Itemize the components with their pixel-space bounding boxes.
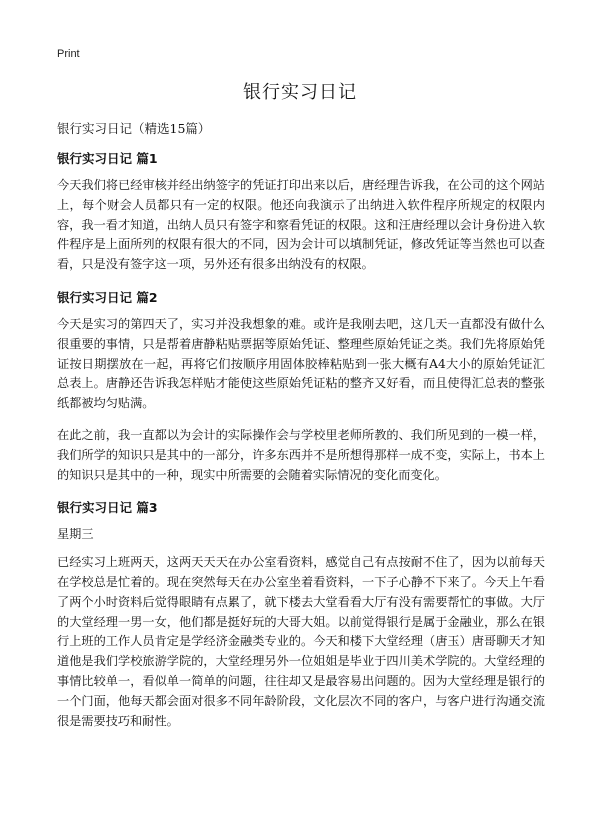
section-3 bbox=[57, 497, 545, 731]
paragraph: 今天是实习的第四天了，实习并没我想象的难。或许是我刚去吧，这几天一直都没有做什么很重要的事情，只是帮着唐静粘贴票据等原始凭证、整理些原始凭证之类。我们先将原始凭证按日期摆放在一起，再将它们按顺序用固体胶棒粘贴到一张大概有A4大小的原始凭证汇总表上。唐静还告诉我怎样贴才能使这些原始凭证粘的整齐又好看，而且使得汇总表的整张纸都被均匀贴满。 bbox=[57, 316, 545, 411]
article-body bbox=[57, 118, 545, 743]
print-link[interactable]: Print bbox=[57, 48, 80, 60]
paragraph-date: 星期三 bbox=[57, 527, 94, 542]
section-heading: 银行实习日记 篇2 bbox=[57, 289, 158, 305]
paragraph: 今天我们将已经审核并经出纳签字的凭证打印出来以后，唐经理告诉我，在公司的这个网站上，每个财会人员都只有一定的权限。他还向我演示了出纳进入软件程序所规定的权限内容，我一看才知道，出纳人员只有签字和察看凭证的权限。这和汪唐经理以会计身份进入软件程序是上面所列的权限有很大的不同，因为会计可以填制凭证，修改凭证等当然也可以查看，只是没有签字这一项，另外还有很多出纳没有的权限。 bbox=[57, 178, 545, 272]
section-heading: 银行实习日记 篇1 bbox=[57, 151, 158, 166]
section-1 bbox=[57, 148, 545, 275]
section-heading: 银行实习日记 篇3 bbox=[57, 500, 158, 516]
article-subtitle: 银行实习日记（精选15篇） bbox=[57, 121, 211, 136]
page-title: 银行实习日记 bbox=[243, 82, 357, 103]
section-2 bbox=[57, 287, 545, 485]
paragraph: 在此之前，我一直都以为会计的实际操作会与学校里老师所教的、我们所见到的一模一样，我们所学的知识只是其中的一部分，许多东西并不是所想得那样一成不变，实际上，书本上的知识只是其中的一种，现实中所需要的会随着实际情况的变化而变化。 bbox=[57, 427, 545, 482]
paragraph: 已经实习上班两天，这两天天天在办公室看资料，感觉自己有点按耐不住了，因为以前每天在学校总是忙着的。现在突然每天在办公室坐着看资料，一下子心静不下来了。今天上午看了两个小时资料后觉得眼睛有点累了，就下楼去大堂看看大厅有没有需要帮忙的事做。大厅的大堂经理一男一女，他们都是挺好玩的大哥大姐。以前觉得银行是属于金融业，那么在银行上班的工作人员肯定是学经济金融类专业的。今天和楼下大堂经理（唐玉）唐哥聊天才知道他是我们学校旅游学院的，大堂经理另外一位姐姐是毕业于四川美术学院的。大堂经理的事情比较单一，看似单一简单的问题，往往却又是最容易出问题的。因为大堂经理是银行的一个门面，他每天都会面对很多不同年龄阶段，文化层次不同的客户，与客户进行沟通交流很是需要技巧和耐性。 bbox=[57, 555, 545, 728]
